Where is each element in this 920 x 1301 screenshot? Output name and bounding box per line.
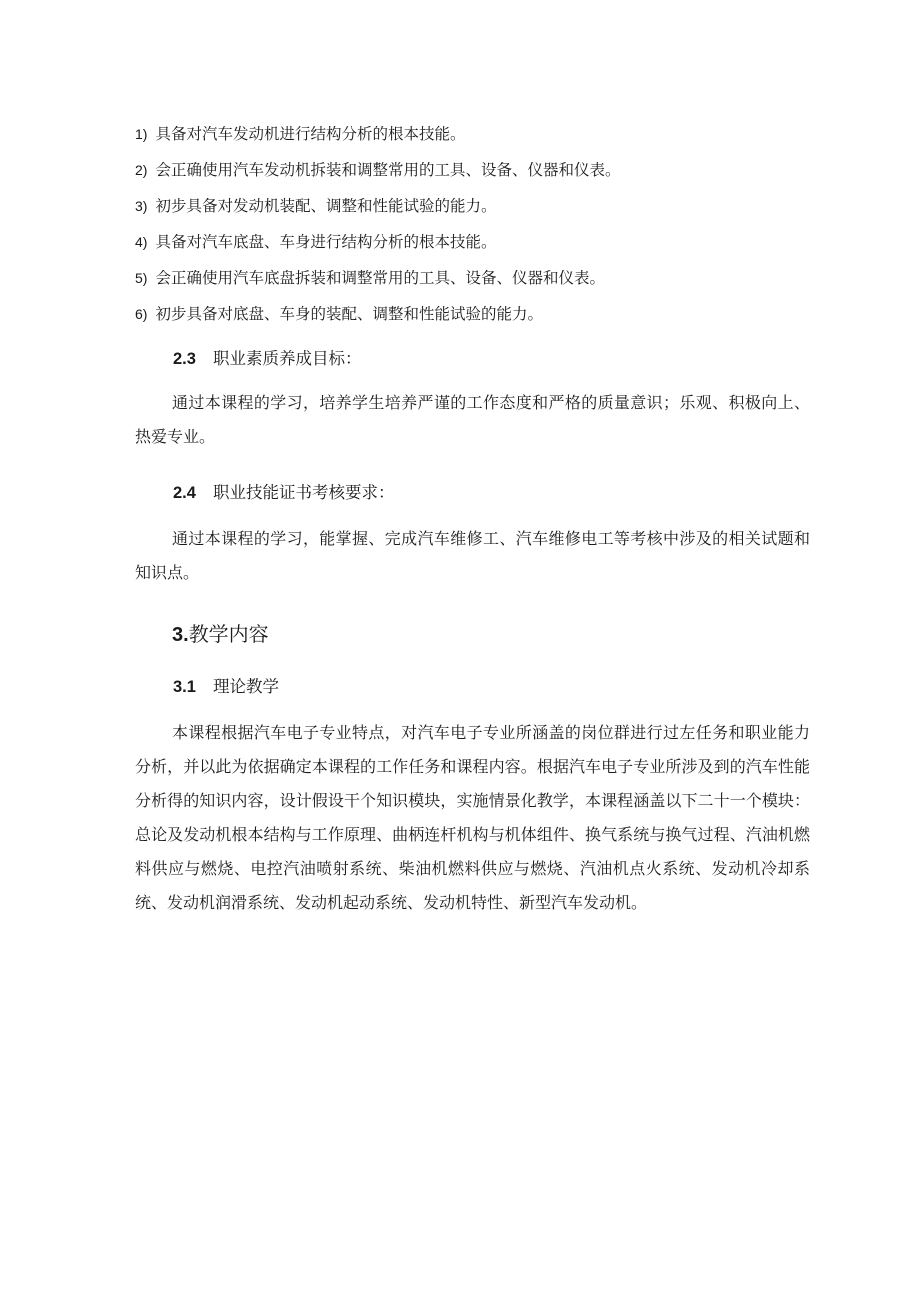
list-item-6 [135, 304, 835, 324]
list-text: 会正确使用汽车底盘拆装和调整常用的工具、设备、仪器和仪表。 [155, 269, 605, 287]
list-number: 2) [135, 162, 148, 178]
section-3-1-paragraph: 本课程根据汽车电子专业特点，对汽车电子专业所涵盖的岗位群进行过左任务和职业能力分析，并以此为依据确定本课程的工作任务和课程内容。根据汽车电子专业所涉及到的汽车性能分析得的知识内容，设计假设干个知识模块，实施情景化教学，本课程涵盖以下二十一个模块：总论及发动机根本结构与工作原理、曲柄连杆机构与机体组件、换气系统与换气过程、汽油机燃料供应与燃烧、电控汽油喷射系统、柴油机燃料供应与燃烧、汽油机点火系统、发动机冷却系统、发动机润滑系统、发动机起动系统、发动机特性、新型汽车发动机。 [135, 723, 810, 912]
chapter-title: 教学内容 [188, 622, 269, 646]
section-2-3-paragraph: 通过本课程的学习，培养学生培养严谨的工作态度和严格的质量意识；乐观、积极向上、热爱专业。 [135, 393, 810, 446]
list-text: 初步具备对发动机装配、调整和性能试验的能力。 [155, 197, 497, 215]
section-title: 职业技能证书考核要求： [213, 483, 395, 502]
list-item-2 [135, 160, 835, 180]
chapter-heading-3 [172, 621, 269, 648]
list-number: 6) [135, 306, 148, 322]
section-heading-2-3 [173, 348, 362, 370]
section-number: 2.3 [173, 350, 196, 368]
list-item-1 [135, 124, 835, 144]
section-number: 3.1 [173, 678, 196, 696]
list-number: 4) [135, 234, 148, 250]
section-heading-3-1 [173, 676, 279, 698]
chapter-number: 3. [172, 624, 189, 646]
list-number: 1) [135, 126, 148, 142]
list-item-3 [135, 196, 835, 216]
section-heading-2-4 [173, 482, 395, 504]
list-text: 具备对汽车底盘、车身进行结构分析的根本技能。 [155, 233, 497, 251]
list-text: 具备对汽车发动机进行结构分析的根本技能。 [155, 125, 466, 143]
list-number: 5) [135, 270, 148, 286]
section-title: 理论教学 [213, 677, 279, 696]
section-2-4-paragraph: 通过本课程的学习，能掌握、完成汽车维修工、汽车维修电工等考核中涉及的相关试题和知识点。 [135, 529, 810, 582]
list-number: 3) [135, 198, 148, 214]
list-item-4 [135, 232, 835, 252]
section-number: 2.4 [173, 484, 196, 502]
section-title: 职业素质养成目标： [213, 349, 362, 368]
list-text: 会正确使用汽车发动机拆装和调整常用的工具、设备、仪器和仪表。 [155, 161, 621, 179]
list-text: 初步具备对底盘、车身的装配、调整和性能试验的能力。 [155, 305, 543, 323]
list-item-5 [135, 268, 835, 288]
